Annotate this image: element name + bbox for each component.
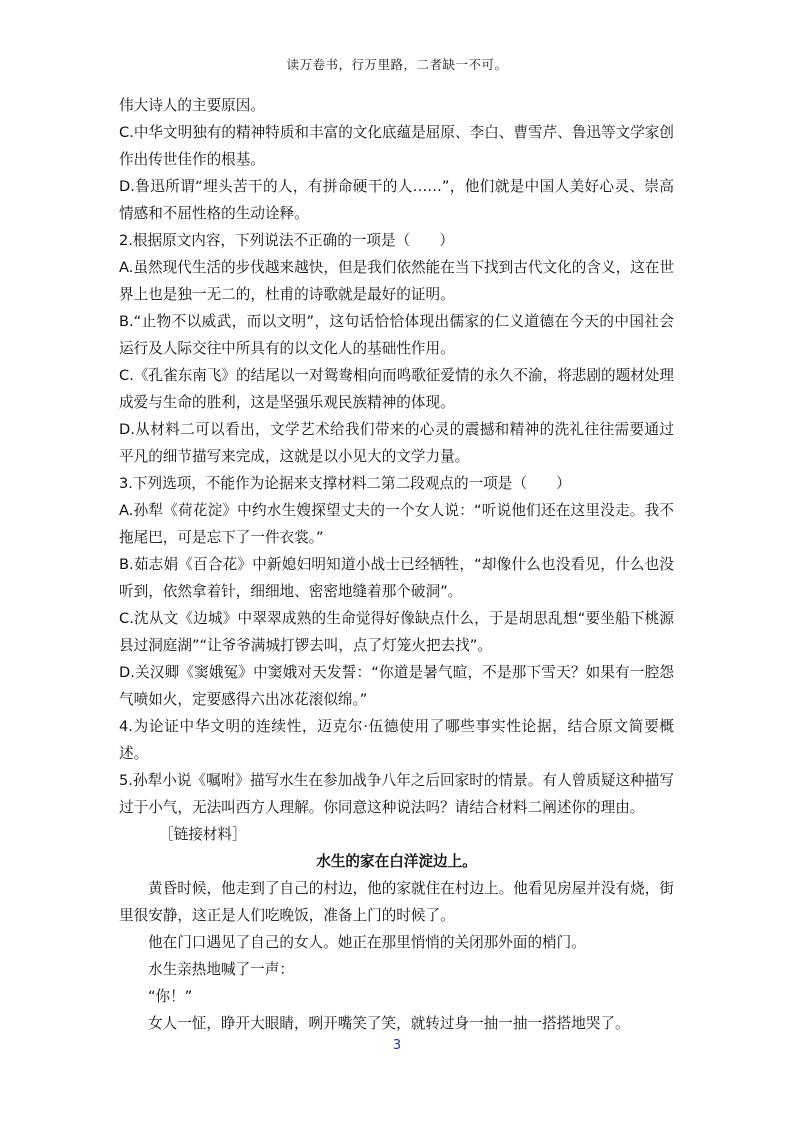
q3-option-d: D.关汉卿《窦娥冤》中窦娥对天发誓：“你道是暑气暄，不是那下雪天？如果有一腔怨气喷如火，定要感得六出冰花滚似绵。” — [119, 664, 674, 708]
option-d-line: D.鲁迅所谓“埋头苦干的人，有拼命硬干的人……”，他们就是中国人美好心灵、崇高情感和不屈性格的生动诠释。 — [119, 178, 674, 222]
passage-paragraph: 他在门口遇见了自己的女人。她正在那里悄悄的关闭那外面的梢门。 — [148, 934, 586, 951]
question-3: 3.下列选项，不能作为论据来支撑材料二第二段观点的一项是（ ） — [119, 475, 571, 492]
passage-title: 水生的家在白洋淀边上。 — [316, 853, 477, 870]
question-5: 5.孙犁小说《嘱咐》描写水生在参加战争八年之后回家时的情景。有人曾质疑这种描写过于小气，无法叫西方人理解。你同意这种说法吗？请结合材料二阐述你的理由。 — [119, 772, 674, 816]
q3-option-b: B.茹志娟《百合花》中新媳妇明知道小战士已经牺牲，“却像什么也没看见，什么也没听到，依然拿着针，细细地、密密地缝着那个破洞”。 — [119, 556, 674, 600]
question-4: 4.为论证中华文明的连续性，迈克尔·伍德使用了哪些事实性论据，结合原文简要概述。 — [119, 718, 674, 762]
question-2: 2.根据原文内容，下列说法不正确的一项是（ ） — [119, 232, 454, 249]
passage-paragraph: 女人一怔，睁开大眼睛，咧开嘴笑了笑，就转过身一抽一抽一搭搭地哭了。 — [148, 1015, 630, 1032]
page-header: 读万卷书，行万里路，二者缺一不可。 — [286, 57, 508, 72]
passage-paragraph: “你！” — [148, 988, 193, 1005]
link-material-label: ［链接材料］ — [159, 826, 247, 843]
page-number: 3 — [392, 1038, 402, 1053]
document-body — [119, 92, 674, 1037]
q3-option-a: A.孙犁《荷花淀》中约水生嫂探望丈夫的一个女人说：“听说他们还在这里没走。我不拖尾巴，可是忘下了一件衣裳。” — [119, 502, 674, 546]
q2-option-d: D.从材料二可以看出，文学艺术给我们带来的心灵的震撼和精神的洗礼往往需要通过平凡的细节描写来完成，这就是以小见大的文学力量。 — [119, 421, 674, 465]
passage-paragraph: 水生亲热地喊了一声： — [148, 961, 294, 978]
text-line: 伟大诗人的主要原因。 — [119, 97, 265, 114]
q2-option-a: A.虽然现代生活的步伐越来越快，但是我们依然能在当下找到古代文化的含义，这在世界上也是独一无二的，杜甫的诗歌就是最好的证明。 — [119, 259, 674, 303]
q3-option-c: C.沈从文《边城》中翠翠成熟的生命觉得好像缺点什么，于是胡思乱想“要坐船下桃源县过洞庭湖”“让爷爷满城打锣去叫，点了灯笼火把去找”。 — [119, 610, 674, 654]
q2-option-c: C.《孔雀东南飞》的结尾以一对鸳鸯相向而鸣歌征爱情的永久不渝，将悲剧的题材处理成爱与生命的胜利，这是坚强乐观民族精神的体现。 — [119, 367, 674, 411]
passage-paragraph: 黄昏时候，他走到了自己的村边，他的家就住在村边上。他看见房屋并没有烧，街里很安静，这正是人们吃晚饭，准备上门的时候了。 — [119, 880, 674, 924]
option-c-line: C.中华文明独有的精神特质和丰富的文化底蕴是屈原、李白、曹雪芹、鲁迅等文学家创作出传世佳作的根基。 — [119, 124, 674, 168]
q2-option-b: B.“止物不以威武，而以文明”，这句话恰恰体现出儒家的仁义道德在今天的中国社会运行及人际交往中所具有的以文化人的基础性作用。 — [119, 313, 674, 357]
